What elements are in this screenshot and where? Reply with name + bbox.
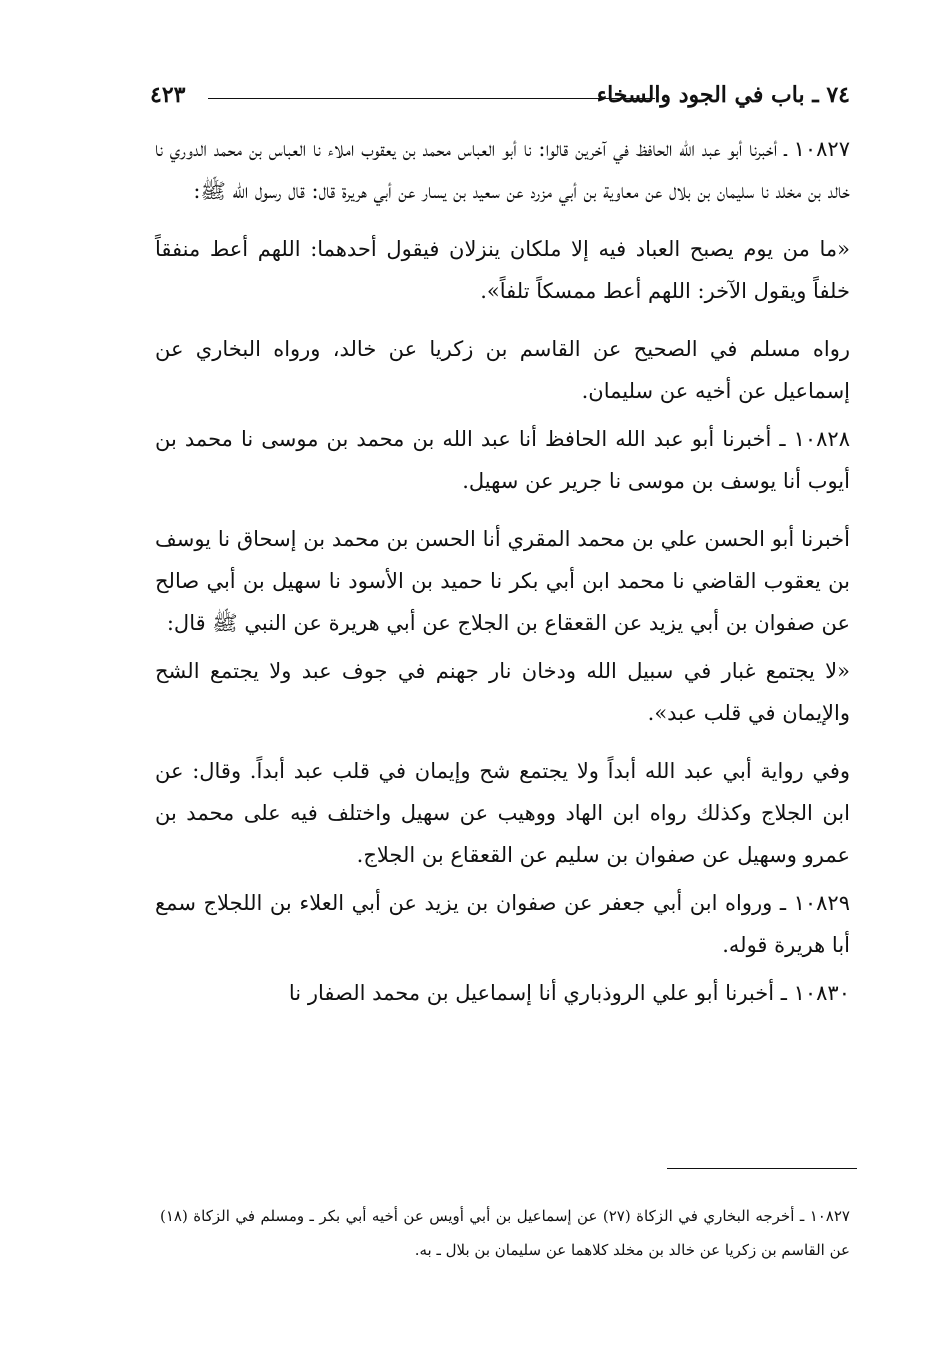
hadith-10830: ١٠٨٣٠ ـ أخبرنا أبو علي الروذباري أنا إسماعيل بن محمد الصفار نا [288, 981, 850, 1005]
hadith-10828-riwaya: وفي رواية أبي عبد الله أبداً ولا يجتمع شح وإيمان في قلب عبد أبداً. وقال: عن ابن الجلاج وكذلك رواه ابن الهاد ووهيب عن سهيل واختلف فيه على محمد بن عمرو وسهيل عن صفوان بن سليم عن القعقاع بن الجلاج. [155, 759, 850, 867]
header-rule [208, 98, 655, 99]
page-number: ٤٢٣ [150, 82, 186, 108]
hadith-10829: ١٠٨٢٩ ـ ورواه ابن أبي جعفر عن صفوان بن يزيد عن أبي العلاء بن اللجلاج سمع أبا هريرة قوله. [155, 891, 850, 957]
footnote: ١٠٨٢٧ ـ أخرجه البخاري في الزكاة (٢٧) عن إسماعيل بن أبي أويس عن أخيه أبي بكر ـ ومسلم في الزكاة (١٨) عن القاسم بن زكريا عن خالد بن مخلد كلاهما عن سليمان بن بلال ـ به. [160, 1207, 850, 1259]
hadith-10827-matn: «ما من يوم يصبح العباد فيه إلا ملكان ينزلان فيقول أحدهما: اللهم أعط منفقاً خلفاً ويقول الآخر: اللهم أعط ممسكاً تلفاً». [155, 237, 850, 303]
hadith-10828-matn: «لا يجتمع غبار في سبيل الله ودخان نار جهنم في جوف عبد ولا يجتمع الشح والإيمان في قلب عبد». [155, 659, 850, 725]
hadith-10828: ١٠٨٢٨ ـ أخبرنا أبو عبد الله الحافظ أنا عبد الله بن محمد بن موسى نا محمد بن أيوب أنا يوسف بن موسى نا جرير عن سهيل. [155, 427, 850, 493]
hadith-10827: ١٠٨٢٧ ـ أخبرنا أبو عبد الله الحافظ في آخرين قالوا: نا أبو العباس محمد بن يعقوب املاء نا العباس بن محمد الدوري نا خالد بن مخلد نا سليمان بن بلال عن معاوية بن أبي مزرد عن سعيد بن يسار عن أبي هريرة قال: قال رسول الله ﷺ: [155, 137, 850, 203]
hadith-10827-takhrij: رواه مسلم في الصحيح عن القاسم بن زكريا عن خالد، ورواه البخاري عن إسماعيل عن أخيه عن سليمان. [155, 337, 850, 403]
running-header [150, 78, 850, 118]
main-text [155, 128, 850, 1014]
chapter-title: ٧٤ ـ باب في الجود والسخاء [596, 82, 850, 108]
footnote-rule [667, 1168, 857, 1169]
hadith-10828-isnad: أخبرنا أبو الحسن علي بن محمد المقري أنا الحسن بن محمد بن إسحاق نا يوسف بن يعقوب القاضي نا محمد ابن أبي بكر نا حميد بن الأسود نا سهيل بن أبي صالح عن صفوان بن أبي يزيد عن القعقاع بن الجلاج عن أبي هريرة عن النبي ﷺ قال: [155, 527, 850, 635]
